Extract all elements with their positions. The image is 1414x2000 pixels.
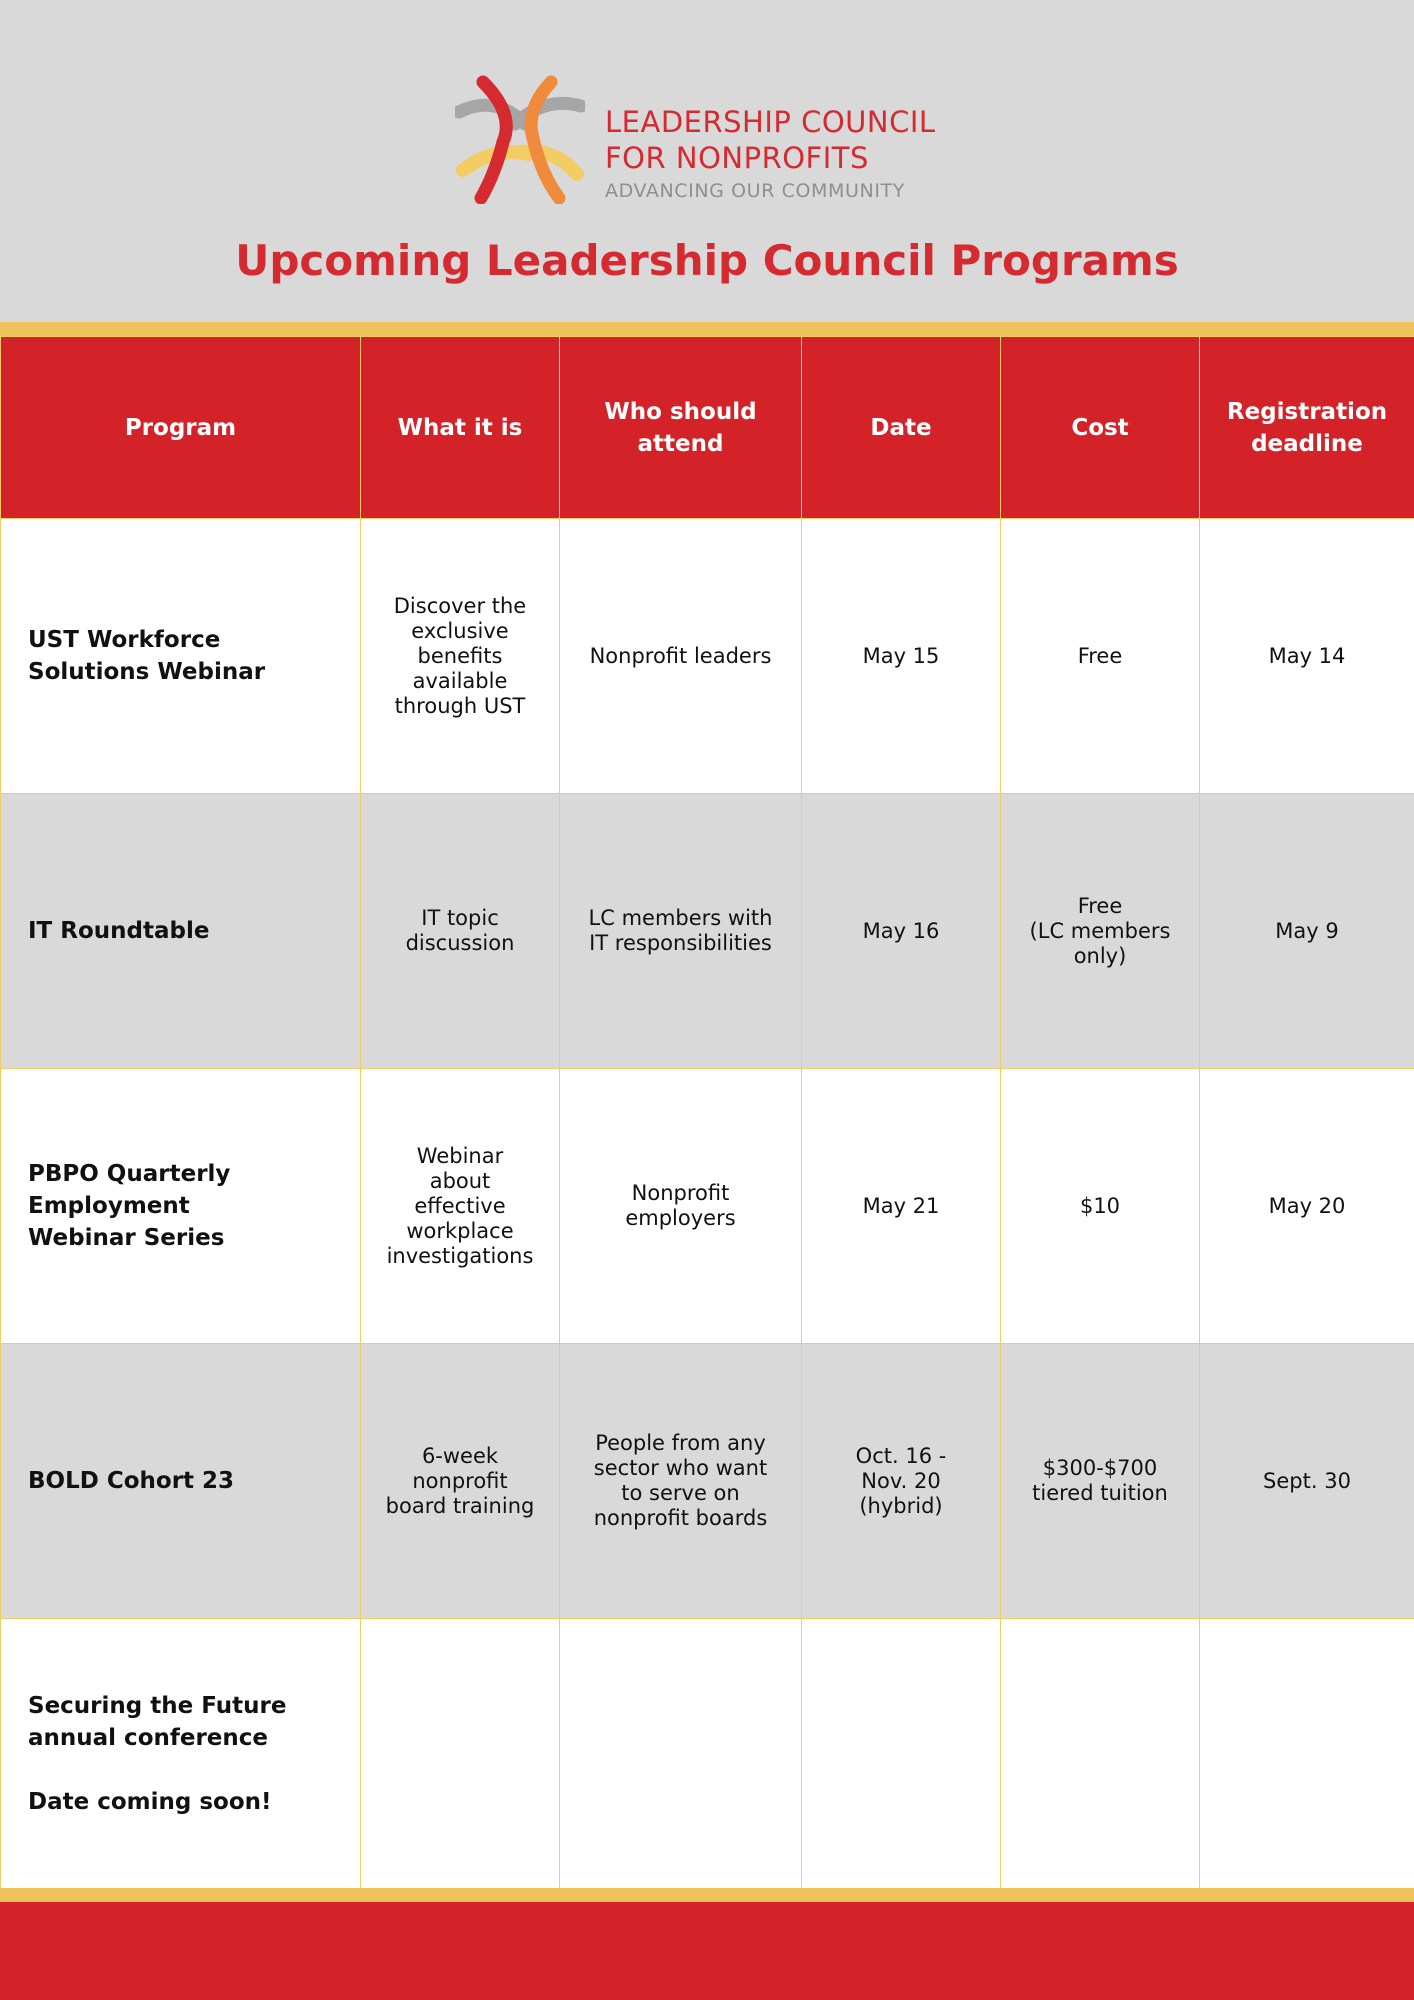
program-name: Securing the Future annual conference Date coming soon! (1, 1619, 361, 1889)
program-cost: $10 (1001, 1069, 1200, 1344)
header-cost: Cost (1001, 337, 1200, 519)
table-row (1, 1069, 1414, 1344)
program-audience: LC members with IT responsibilities (560, 794, 802, 1069)
logo-name-line1: LEADERSHIP COUNCIL (605, 105, 936, 139)
program-cost: $300-$700 tiered tuition (1001, 1344, 1200, 1619)
header-registration-deadline: Registration deadline (1200, 337, 1414, 519)
program-cost: Free (1001, 519, 1200, 794)
bottom-gold-band (0, 1888, 1414, 1902)
program-description: Discover the exclusive benefits available through UST (361, 519, 560, 794)
page-title: Upcoming Leadership Council Programs (235, 236, 1179, 285)
footer-bar (0, 1902, 1414, 2000)
program-audience: Nonprofit employers (560, 1069, 802, 1344)
program-date: May 15 (802, 519, 1001, 794)
program-audience: People from any sector who want to serve on nonprofit boards (560, 1344, 802, 1619)
program-description: 6-week nonprofit board training (361, 1344, 560, 1619)
header-what-it-is: What it is (361, 337, 560, 519)
program-description (361, 1619, 560, 1889)
program-audience: Nonprofit leaders (560, 519, 802, 794)
table-row (1, 794, 1414, 1069)
program-date: May 16 (802, 794, 1001, 1069)
logo (455, 74, 975, 206)
header-who-should-attend: Who should attend (560, 337, 802, 519)
table-row (1, 519, 1414, 794)
programs-table (0, 336, 1414, 1889)
program-name: IT Roundtable (1, 794, 361, 1069)
program-name: BOLD Cohort 23 (1, 1344, 361, 1619)
table-header-row (1, 337, 1414, 519)
program-name: UST Workforce Solutions Webinar (1, 519, 361, 794)
logo-text (605, 104, 936, 204)
logo-tagline: ADVANCING OUR COMMUNITY (605, 180, 905, 202)
program-cost (1001, 1619, 1200, 1889)
top-gold-band (0, 322, 1414, 336)
program-description: Webinar about effective workplace investigations (361, 1069, 560, 1344)
header-date: Date (802, 337, 1001, 519)
program-name: PBPO Quarterly Employment Webinar Series (1, 1069, 361, 1344)
logo-name-line2: FOR NONPROFITS (605, 141, 869, 175)
program-date (802, 1619, 1001, 1889)
program-deadline: May 9 (1200, 794, 1414, 1069)
program-description: IT topic discussion (361, 794, 560, 1069)
header (0, 0, 1414, 322)
header-program: Program (1, 337, 361, 519)
program-cost: Free (LC members only) (1001, 794, 1200, 1069)
program-deadline: May 20 (1200, 1069, 1414, 1344)
program-deadline (1200, 1619, 1414, 1889)
logo-knot-icon (455, 74, 585, 204)
program-deadline: Sept. 30 (1200, 1344, 1414, 1619)
program-audience (560, 1619, 802, 1889)
program-deadline: May 14 (1200, 519, 1414, 794)
table-row (1, 1344, 1414, 1619)
program-date: Oct. 16 - Nov. 20 (hybrid) (802, 1344, 1001, 1619)
table-row (1, 1619, 1414, 1889)
program-date: May 21 (802, 1069, 1001, 1344)
